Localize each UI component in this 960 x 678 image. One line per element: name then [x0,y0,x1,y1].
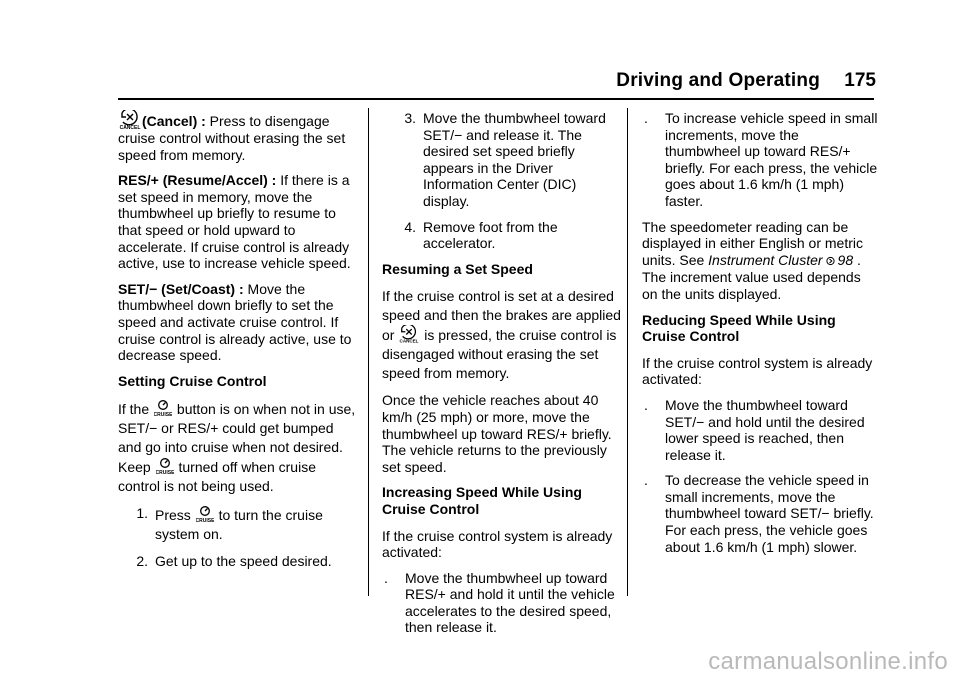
bullet-text: To decrease the vehicle speed in small increments, move the thumbwheel toward SET/− briefly. For each press, the vehicle goes about 1.6 km/h (1 mph) slower. [665,472,874,555]
cancel-description: Press to disengage cruise control without erasing the set speed from memory. [118,113,346,163]
bullet-text: To increase vehicle speed in small increments, move the thumbwheel up toward RES/+ briefly. For each press, the vehicle goes about 1.6 km/h (1 mph) faster. [665,110,878,209]
column-right [642,110,878,564]
set-paragraph [118,281,360,364]
svg-text:CANCEL: CANCEL [119,125,141,130]
bullet-text: Move the thumbwheel toward SET/− and hold until the desired lower speed is reached, then release it. [665,396,865,463]
page-reference-icon [826,253,835,270]
setting-text: turned off when cruise control is not being used. [118,459,316,495]
column-divider [627,108,628,596]
set-term: SET/− (Set/Coast) : [118,280,244,297]
bullet-item [642,397,878,463]
watermark-text: carmanualsonline.info [708,648,948,675]
column-divider [368,108,369,596]
bullet-marker: . [384,569,388,586]
setting-cruise-heading: Setting Cruise Control [118,372,267,389]
resuming-heading: Resuming a Set Speed [382,260,533,277]
bullet-item [642,110,878,210]
list-number: 2. [136,553,148,570]
instrument-cluster-link[interactable]: Instrument Cluster [708,251,823,268]
list-text: Remove foot from the accelerator. [423,218,558,252]
increasing-intro: If the cruise control system is already activated: [382,527,613,561]
reducing-intro: If the cruise control system is already activated: [642,354,873,388]
set-description: Move the thumbwheel down briefly to set the speed and activate cruise control. If cruise control is already active, use to decrease speed. [118,280,352,364]
bullet-item [382,570,622,636]
list-item [382,219,622,252]
cancel-icon [119,110,141,130]
list-text: Move the thumbwheel toward SET/− and release it. The desired set speed briefly appears in the Driver Information Center (DIC) display. [423,110,606,209]
section-title: Driving and Operating [616,70,820,91]
cruise-icon [196,505,214,524]
list-item [118,553,360,570]
list-text: Get up to the speed desired. [155,553,332,570]
bullet-text: Move the thumbwheel up toward RES/+ and hold it until the vehicle accelerates to the desired speed, then release it. [405,569,615,636]
resume-description: If there is a set speed in memory, move the thumbwheel up briefly to resume to that speed or hold upward to accelerate. If cruise control is already active, use to increase vehicle speed. [118,172,351,272]
page-number: 175 [844,70,876,91]
cancel-icon [399,325,419,344]
column-left [118,110,360,579]
speedometer-paragraph: The speedometer reading can be displayed in either English or metric units. See Instrument Cluster 98 . The increment value used depends on the units displayed. [642,218,863,302]
list-number: 1. [136,505,148,522]
bullet-item [642,472,878,555]
cruise-icon [156,457,174,476]
bullet-marker: . [644,396,648,413]
resume-paragraph [118,172,360,272]
list-text: Press CRUISE to turn the cruise system on. [155,507,323,543]
cancel-term: (Cancel) : [142,113,206,129]
cruise-icon [154,399,172,418]
svg-text:CRUISE: CRUISE [155,470,174,477]
svg-text:CRUISE: CRUISE [154,412,173,419]
setting-text: button is on when not in use, SET/− or RES/+ could get bumped and go into cruise when not desired. Keep [118,401,356,476]
bullet-marker: . [644,472,648,489]
svg-text:CRUISE: CRUISE [195,518,214,525]
reducing-heading: Reducing Speed While Using Cruise Control [642,311,836,345]
resuming-paragraph-2: Once the vehicle reaches about 40 km/h (25 mph) or more, move the thumbwheel up toward RES/+ briefly. The vehicle returns to the previously set speed. [382,392,612,475]
setting-text: If the [118,401,154,418]
resume-term: RES/+ (Resume/Accel) : [118,172,277,189]
page-reference[interactable]: 98 [837,251,854,268]
list-item [382,110,622,210]
header-rule [118,98,874,100]
column-middle [382,110,622,645]
list-item [118,505,360,544]
list-number: 3. [404,110,416,126]
svg-text:CANCEL: CANCEL [399,339,419,345]
cancel-paragraph [118,110,360,163]
setting-paragraph [118,399,360,496]
increasing-heading: Increasing Speed While Using Cruise Control [382,484,582,517]
resuming-paragraph: If the cruise control is set at a desired speed and then the brakes are applied or CANCEL is pressed, the cruise control is disengaged without erasing the set speed from memory. [382,288,621,382]
bullet-marker: . [644,110,648,126]
list-number: 4. [404,218,416,235]
